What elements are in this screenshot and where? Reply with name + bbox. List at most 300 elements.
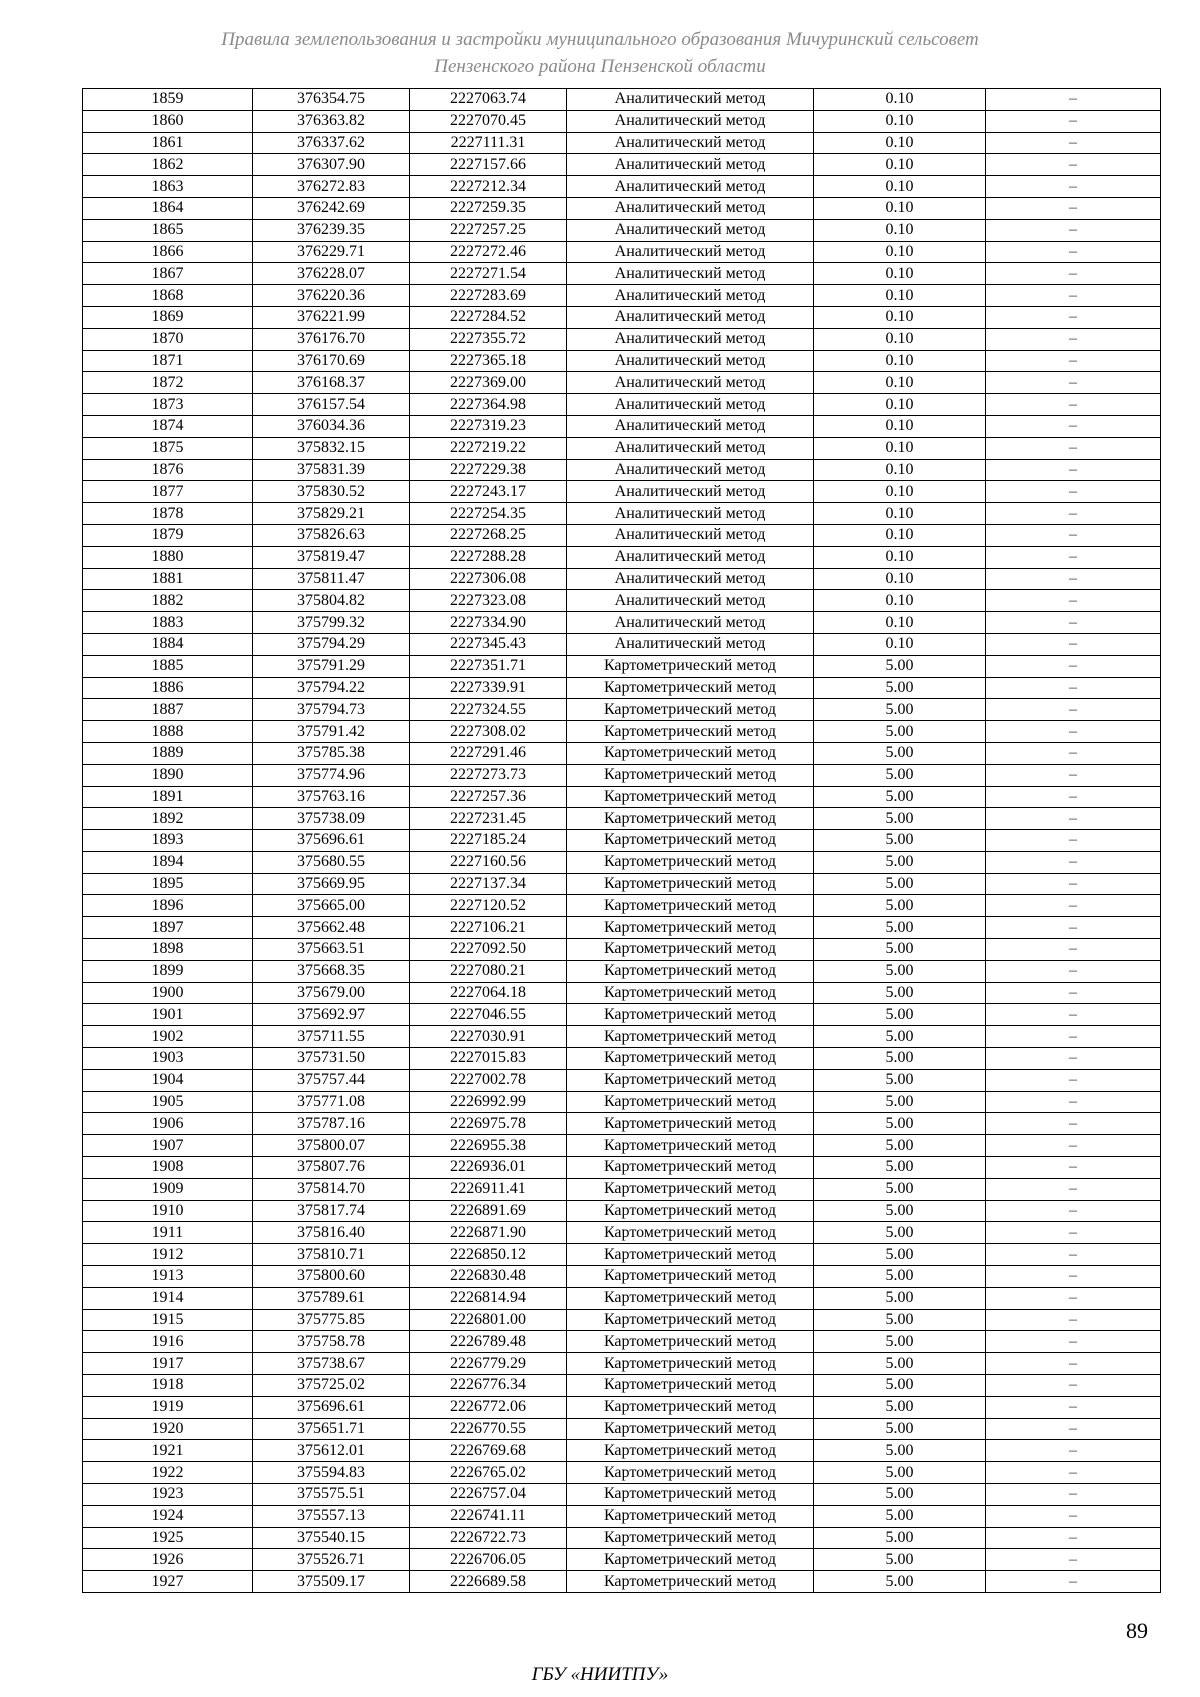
x-coordinate-cell: 375771.08	[253, 1091, 410, 1113]
table-row	[83, 176, 1161, 198]
accuracy-cell: 5.00	[814, 1026, 986, 1048]
point-number-cell: 1877	[83, 481, 253, 503]
table-row	[83, 1440, 1161, 1462]
point-number-cell: 1867	[83, 263, 253, 285]
point-number-cell: 1884	[83, 633, 253, 655]
point-number-cell: 1881	[83, 568, 253, 590]
description-cell: –	[986, 263, 1161, 285]
accuracy-cell: 0.10	[814, 197, 986, 219]
accuracy-cell: 0.10	[814, 415, 986, 437]
x-coordinate-cell: 375662.48	[253, 917, 410, 939]
method-cell: Картометрический метод	[567, 786, 814, 808]
accuracy-cell: 0.10	[814, 524, 986, 546]
header-title-line-2: Пензенского района Пензенской области	[434, 56, 766, 77]
description-cell: –	[986, 1069, 1161, 1091]
y-coordinate-cell: 2227365.18	[410, 350, 567, 372]
accuracy-cell: 5.00	[814, 1418, 986, 1440]
description-cell: –	[986, 197, 1161, 219]
y-coordinate-cell: 2227111.31	[410, 132, 567, 154]
y-coordinate-cell: 2226769.68	[410, 1440, 567, 1462]
y-coordinate-cell: 2227229.38	[410, 459, 567, 481]
x-coordinate-cell: 376272.83	[253, 176, 410, 198]
point-number-cell: 1917	[83, 1353, 253, 1375]
method-cell: Картометрический метод	[567, 1266, 814, 1288]
table-row	[83, 1396, 1161, 1418]
y-coordinate-cell: 2226765.02	[410, 1462, 567, 1484]
method-cell: Аналитический метод	[567, 154, 814, 176]
point-number-cell: 1876	[83, 459, 253, 481]
description-cell: –	[986, 742, 1161, 764]
x-coordinate-cell: 375800.07	[253, 1135, 410, 1157]
method-cell: Картометрический метод	[567, 1571, 814, 1593]
y-coordinate-cell: 2226936.01	[410, 1157, 567, 1179]
accuracy-cell: 5.00	[814, 1375, 986, 1397]
method-cell: Картометрический метод	[567, 1026, 814, 1048]
description-cell: –	[986, 306, 1161, 328]
table-row	[83, 873, 1161, 895]
point-number-cell: 1918	[83, 1375, 253, 1397]
y-coordinate-cell: 2226779.29	[410, 1353, 567, 1375]
method-cell: Аналитический метод	[567, 437, 814, 459]
accuracy-cell: 5.00	[814, 655, 986, 677]
y-coordinate-cell: 2227254.35	[410, 503, 567, 525]
point-number-cell: 1880	[83, 546, 253, 568]
point-number-cell: 1860	[83, 110, 253, 132]
point-number-cell: 1883	[83, 612, 253, 634]
method-cell: Картометрический метод	[567, 1527, 814, 1549]
description-cell: –	[986, 1048, 1161, 1070]
y-coordinate-cell: 2227046.55	[410, 1004, 567, 1026]
y-coordinate-cell: 2227015.83	[410, 1048, 567, 1070]
table-row	[83, 546, 1161, 568]
y-coordinate-cell: 2227334.90	[410, 612, 567, 634]
method-cell: Картометрический метод	[567, 1375, 814, 1397]
table-row	[83, 677, 1161, 699]
x-coordinate-cell: 375738.67	[253, 1353, 410, 1375]
point-number-cell: 1893	[83, 830, 253, 852]
description-cell: –	[986, 219, 1161, 241]
point-number-cell: 1886	[83, 677, 253, 699]
description-cell: –	[986, 612, 1161, 634]
table-row	[83, 1353, 1161, 1375]
accuracy-cell: 0.10	[814, 459, 986, 481]
description-cell: –	[986, 1418, 1161, 1440]
accuracy-cell: 5.00	[814, 1200, 986, 1222]
point-number-cell: 1896	[83, 895, 253, 917]
method-cell: Картометрический метод	[567, 721, 814, 743]
method-cell: Картометрический метод	[567, 699, 814, 721]
x-coordinate-cell: 375669.95	[253, 873, 410, 895]
coordinates-table	[82, 88, 1161, 1593]
y-coordinate-cell: 2226722.73	[410, 1527, 567, 1549]
description-cell: –	[986, 764, 1161, 786]
accuracy-cell: 5.00	[814, 1440, 986, 1462]
y-coordinate-cell: 2227339.91	[410, 677, 567, 699]
method-cell: Аналитический метод	[567, 110, 814, 132]
accuracy-cell: 0.10	[814, 394, 986, 416]
x-coordinate-cell: 375663.51	[253, 939, 410, 961]
accuracy-cell: 5.00	[814, 1113, 986, 1135]
x-coordinate-cell: 375794.29	[253, 633, 410, 655]
point-number-cell: 1875	[83, 437, 253, 459]
y-coordinate-cell: 2227106.21	[410, 917, 567, 939]
point-number-cell: 1879	[83, 524, 253, 546]
accuracy-cell: 5.00	[814, 1571, 986, 1593]
method-cell: Картометрический метод	[567, 677, 814, 699]
accuracy-cell: 5.00	[814, 939, 986, 961]
point-number-cell: 1873	[83, 394, 253, 416]
table-row	[83, 1135, 1161, 1157]
method-cell: Аналитический метод	[567, 285, 814, 307]
method-cell: Картометрический метод	[567, 1418, 814, 1440]
y-coordinate-cell: 2227185.24	[410, 830, 567, 852]
accuracy-cell: 5.00	[814, 1178, 986, 1200]
table-row	[83, 481, 1161, 503]
description-cell: –	[986, 851, 1161, 873]
x-coordinate-cell: 375757.44	[253, 1069, 410, 1091]
description-cell: –	[986, 1331, 1161, 1353]
point-number-cell: 1868	[83, 285, 253, 307]
table-row	[83, 437, 1161, 459]
x-coordinate-cell: 375680.55	[253, 851, 410, 873]
page-number: 89	[1126, 1618, 1148, 1643]
method-cell: Аналитический метод	[567, 241, 814, 263]
y-coordinate-cell: 2226871.90	[410, 1222, 567, 1244]
accuracy-cell: 0.10	[814, 89, 986, 111]
description-cell: –	[986, 176, 1161, 198]
table-row	[83, 939, 1161, 961]
table-row	[83, 1091, 1161, 1113]
y-coordinate-cell: 2227351.71	[410, 655, 567, 677]
y-coordinate-cell: 2226689.58	[410, 1571, 567, 1593]
x-coordinate-cell: 375816.40	[253, 1222, 410, 1244]
x-coordinate-cell: 375509.17	[253, 1571, 410, 1593]
y-coordinate-cell: 2227364.98	[410, 394, 567, 416]
x-coordinate-cell: 375819.47	[253, 546, 410, 568]
accuracy-cell: 0.10	[814, 590, 986, 612]
description-cell: –	[986, 1571, 1161, 1593]
y-coordinate-cell: 2226789.48	[410, 1331, 567, 1353]
y-coordinate-cell: 2227319.23	[410, 415, 567, 437]
method-cell: Аналитический метод	[567, 219, 814, 241]
point-number-cell: 1911	[83, 1222, 253, 1244]
description-cell: –	[986, 830, 1161, 852]
description-cell: –	[986, 372, 1161, 394]
method-cell: Аналитический метод	[567, 263, 814, 285]
x-coordinate-cell: 375612.01	[253, 1440, 410, 1462]
point-number-cell: 1888	[83, 721, 253, 743]
description-cell: –	[986, 1353, 1161, 1375]
description-cell: –	[986, 917, 1161, 939]
y-coordinate-cell: 2227291.46	[410, 742, 567, 764]
x-coordinate-cell: 376307.90	[253, 154, 410, 176]
method-cell: Картометрический метод	[567, 960, 814, 982]
x-coordinate-cell: 376176.70	[253, 328, 410, 350]
description-cell: –	[986, 154, 1161, 176]
header-title-line-1: Правила землепользования и застройки муниципального образования Мичуринский сельсовет	[221, 29, 979, 50]
x-coordinate-cell: 375679.00	[253, 982, 410, 1004]
method-cell: Картометрический метод	[567, 830, 814, 852]
point-number-cell: 1900	[83, 982, 253, 1004]
accuracy-cell: 5.00	[814, 1069, 986, 1091]
accuracy-cell: 5.00	[814, 1157, 986, 1179]
accuracy-cell: 0.10	[814, 481, 986, 503]
table-row	[83, 1418, 1161, 1440]
y-coordinate-cell: 2227064.18	[410, 982, 567, 1004]
method-cell: Картометрический метод	[567, 655, 814, 677]
description-cell: –	[986, 285, 1161, 307]
x-coordinate-cell: 375668.35	[253, 960, 410, 982]
table-row	[83, 1157, 1161, 1179]
description-cell: –	[986, 699, 1161, 721]
x-coordinate-cell: 376228.07	[253, 263, 410, 285]
accuracy-cell: 5.00	[814, 982, 986, 1004]
y-coordinate-cell: 2227271.54	[410, 263, 567, 285]
accuracy-cell: 5.00	[814, 1244, 986, 1266]
table-row	[83, 808, 1161, 830]
y-coordinate-cell: 2226741.11	[410, 1505, 567, 1527]
accuracy-cell: 5.00	[814, 1135, 986, 1157]
table-row	[83, 350, 1161, 372]
x-coordinate-cell: 376220.36	[253, 285, 410, 307]
accuracy-cell: 5.00	[814, 742, 986, 764]
y-coordinate-cell: 2227268.25	[410, 524, 567, 546]
accuracy-cell: 5.00	[814, 1048, 986, 1070]
y-coordinate-cell: 2226772.06	[410, 1396, 567, 1418]
table-row	[83, 1200, 1161, 1222]
point-number-cell: 1915	[83, 1309, 253, 1331]
method-cell: Аналитический метод	[567, 524, 814, 546]
y-coordinate-cell: 2227284.52	[410, 306, 567, 328]
method-cell: Аналитический метод	[567, 568, 814, 590]
y-coordinate-cell: 2227306.08	[410, 568, 567, 590]
y-coordinate-cell: 2227219.22	[410, 437, 567, 459]
x-coordinate-cell: 375791.42	[253, 721, 410, 743]
accuracy-cell: 5.00	[814, 1505, 986, 1527]
point-number-cell: 1859	[83, 89, 253, 111]
point-number-cell: 1889	[83, 742, 253, 764]
table-row	[83, 568, 1161, 590]
accuracy-cell: 0.10	[814, 132, 986, 154]
point-number-cell: 1903	[83, 1048, 253, 1070]
description-cell: –	[986, 590, 1161, 612]
point-number-cell: 1892	[83, 808, 253, 830]
method-cell: Аналитический метод	[567, 459, 814, 481]
y-coordinate-cell: 2226706.05	[410, 1549, 567, 1571]
accuracy-cell: 5.00	[814, 1527, 986, 1549]
method-cell: Картометрический метод	[567, 1157, 814, 1179]
table-row	[83, 1069, 1161, 1091]
description-cell: –	[986, 873, 1161, 895]
x-coordinate-cell: 375731.50	[253, 1048, 410, 1070]
table-row	[83, 1266, 1161, 1288]
method-cell: Картометрический метод	[567, 1244, 814, 1266]
accuracy-cell: 5.00	[814, 873, 986, 895]
x-coordinate-cell: 375789.61	[253, 1287, 410, 1309]
x-coordinate-cell: 375711.55	[253, 1026, 410, 1048]
x-coordinate-cell: 375785.38	[253, 742, 410, 764]
accuracy-cell: 0.10	[814, 633, 986, 655]
description-cell: –	[986, 437, 1161, 459]
page-header	[0, 26, 1200, 80]
point-number-cell: 1862	[83, 154, 253, 176]
y-coordinate-cell: 2227308.02	[410, 721, 567, 743]
point-number-cell: 1921	[83, 1440, 253, 1462]
table-row	[83, 1571, 1161, 1593]
method-cell: Аналитический метод	[567, 176, 814, 198]
description-cell: –	[986, 568, 1161, 590]
accuracy-cell: 5.00	[814, 1222, 986, 1244]
table-row	[83, 1462, 1161, 1484]
x-coordinate-cell: 375829.21	[253, 503, 410, 525]
method-cell: Аналитический метод	[567, 328, 814, 350]
y-coordinate-cell: 2226770.55	[410, 1418, 567, 1440]
x-coordinate-cell: 375651.71	[253, 1418, 410, 1440]
x-coordinate-cell: 376337.62	[253, 132, 410, 154]
x-coordinate-cell: 376157.54	[253, 394, 410, 416]
table-row	[83, 895, 1161, 917]
accuracy-cell: 5.00	[814, 1004, 986, 1026]
accuracy-cell: 0.10	[814, 372, 986, 394]
table-row	[83, 394, 1161, 416]
y-coordinate-cell: 2227259.35	[410, 197, 567, 219]
method-cell: Аналитический метод	[567, 132, 814, 154]
table-row	[83, 328, 1161, 350]
method-cell: Картометрический метод	[567, 917, 814, 939]
accuracy-cell: 5.00	[814, 1331, 986, 1353]
description-cell: –	[986, 524, 1161, 546]
description-cell: –	[986, 1375, 1161, 1397]
table-row	[83, 241, 1161, 263]
point-number-cell: 1925	[83, 1527, 253, 1549]
point-number-cell: 1872	[83, 372, 253, 394]
y-coordinate-cell: 2226975.78	[410, 1113, 567, 1135]
table-row	[83, 110, 1161, 132]
y-coordinate-cell: 2227002.78	[410, 1069, 567, 1091]
table-row	[83, 1004, 1161, 1026]
description-cell: –	[986, 1505, 1161, 1527]
y-coordinate-cell: 2227257.25	[410, 219, 567, 241]
coordinates-table-body	[83, 89, 1161, 1593]
point-number-cell: 1914	[83, 1287, 253, 1309]
accuracy-cell: 5.00	[814, 895, 986, 917]
table-row	[83, 219, 1161, 241]
method-cell: Картометрический метод	[567, 1135, 814, 1157]
method-cell: Картометрический метод	[567, 1287, 814, 1309]
table-row	[83, 721, 1161, 743]
table-row	[83, 1309, 1161, 1331]
method-cell: Картометрический метод	[567, 1309, 814, 1331]
y-coordinate-cell: 2226814.94	[410, 1287, 567, 1309]
point-number-cell: 1906	[83, 1113, 253, 1135]
x-coordinate-cell: 375807.76	[253, 1157, 410, 1179]
point-number-cell: 1901	[83, 1004, 253, 1026]
table-row	[83, 263, 1161, 285]
table-row	[83, 306, 1161, 328]
x-coordinate-cell: 375810.71	[253, 1244, 410, 1266]
description-cell: –	[986, 1178, 1161, 1200]
description-cell: –	[986, 1549, 1161, 1571]
point-number-cell: 1923	[83, 1484, 253, 1506]
point-number-cell: 1870	[83, 328, 253, 350]
table-row	[83, 764, 1161, 786]
method-cell: Картометрический метод	[567, 1048, 814, 1070]
table-row	[83, 699, 1161, 721]
table-row	[83, 285, 1161, 307]
x-coordinate-cell: 376221.99	[253, 306, 410, 328]
table-row	[83, 1549, 1161, 1571]
point-number-cell: 1899	[83, 960, 253, 982]
method-cell: Аналитический метод	[567, 633, 814, 655]
x-coordinate-cell: 376239.35	[253, 219, 410, 241]
y-coordinate-cell: 2227120.52	[410, 895, 567, 917]
accuracy-cell: 5.00	[814, 1091, 986, 1113]
method-cell: Картометрический метод	[567, 851, 814, 873]
point-number-cell: 1919	[83, 1396, 253, 1418]
table-row	[83, 1375, 1161, 1397]
table-row	[83, 1178, 1161, 1200]
method-cell: Картометрический метод	[567, 982, 814, 1004]
accuracy-cell: 5.00	[814, 699, 986, 721]
table-row	[83, 1113, 1161, 1135]
description-cell: –	[986, 481, 1161, 503]
accuracy-cell: 5.00	[814, 1353, 986, 1375]
description-cell: –	[986, 1309, 1161, 1331]
x-coordinate-cell: 376034.36	[253, 415, 410, 437]
point-number-cell: 1920	[83, 1418, 253, 1440]
description-cell: –	[986, 1200, 1161, 1222]
method-cell: Картометрический метод	[567, 764, 814, 786]
x-coordinate-cell: 375799.32	[253, 612, 410, 634]
accuracy-cell: 5.00	[814, 1309, 986, 1331]
y-coordinate-cell: 2227324.55	[410, 699, 567, 721]
description-cell: –	[986, 1484, 1161, 1506]
y-coordinate-cell: 2227231.45	[410, 808, 567, 830]
description-cell: –	[986, 982, 1161, 1004]
description-cell: –	[986, 1026, 1161, 1048]
method-cell: Картометрический метод	[567, 873, 814, 895]
description-cell: –	[986, 655, 1161, 677]
x-coordinate-cell: 375791.29	[253, 655, 410, 677]
description-cell: –	[986, 1004, 1161, 1026]
method-cell: Аналитический метод	[567, 481, 814, 503]
y-coordinate-cell: 2227092.50	[410, 939, 567, 961]
accuracy-cell: 5.00	[814, 960, 986, 982]
point-number-cell: 1866	[83, 241, 253, 263]
method-cell: Аналитический метод	[567, 546, 814, 568]
description-cell: –	[986, 1157, 1161, 1179]
x-coordinate-cell: 375692.97	[253, 1004, 410, 1026]
method-cell: Аналитический метод	[567, 394, 814, 416]
method-cell: Картометрический метод	[567, 1200, 814, 1222]
point-number-cell: 1863	[83, 176, 253, 198]
point-number-cell: 1913	[83, 1266, 253, 1288]
accuracy-cell: 5.00	[814, 851, 986, 873]
method-cell: Аналитический метод	[567, 372, 814, 394]
x-coordinate-cell: 375831.39	[253, 459, 410, 481]
method-cell: Картометрический метод	[567, 1331, 814, 1353]
description-cell: –	[986, 1266, 1161, 1288]
description-cell: –	[986, 1440, 1161, 1462]
y-coordinate-cell: 2226850.12	[410, 1244, 567, 1266]
y-coordinate-cell: 2226955.38	[410, 1135, 567, 1157]
table-row	[83, 1222, 1161, 1244]
description-cell: –	[986, 89, 1161, 111]
point-number-cell: 1909	[83, 1178, 253, 1200]
point-number-cell: 1871	[83, 350, 253, 372]
accuracy-cell: 0.10	[814, 568, 986, 590]
point-number-cell: 1924	[83, 1505, 253, 1527]
